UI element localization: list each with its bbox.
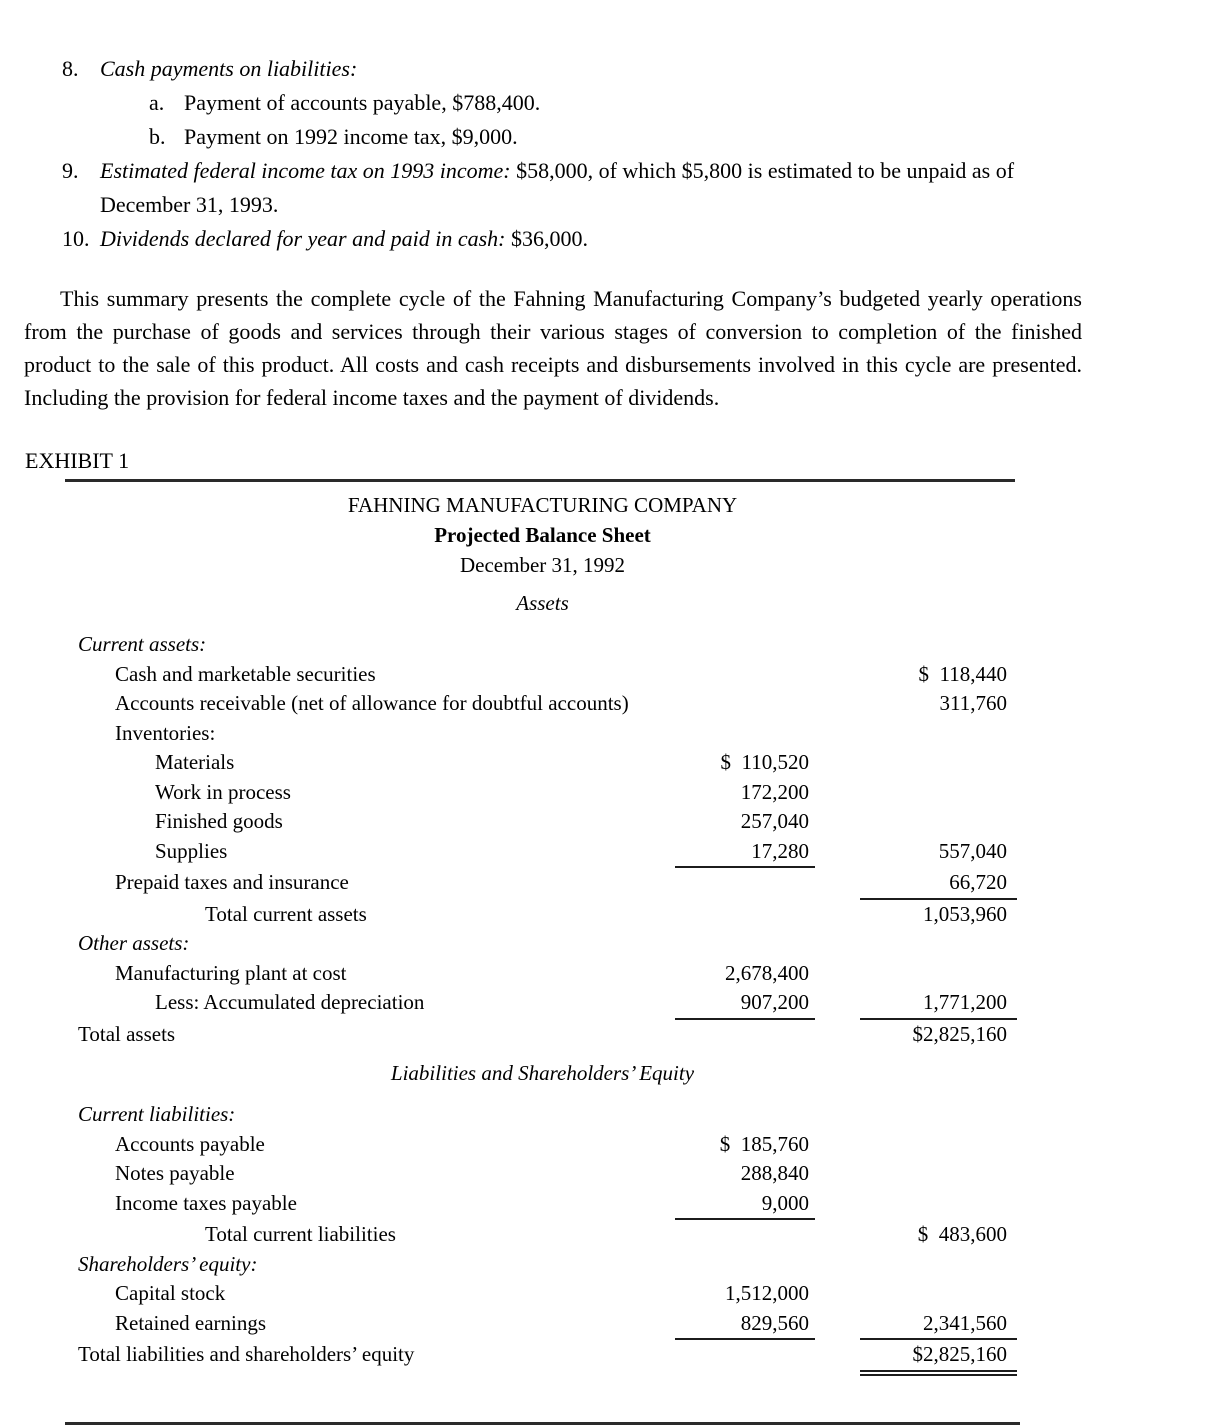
list-subitem-text: Payment on 1992 income tax, $9,000. bbox=[184, 124, 518, 149]
balance-sheet-row bbox=[0, 837, 1017, 869]
statement-date: December 31, 1992 bbox=[459, 553, 626, 577]
list-item-rest: $58,000, of which $5,800 is estimated to be unpaid as of December 31, 1993. bbox=[100, 158, 1015, 217]
balance-sheet-row bbox=[0, 719, 1017, 749]
balance-sheet-row bbox=[0, 1279, 1017, 1309]
company-name: FAHNING MANUFACTURING COMPANY bbox=[347, 493, 738, 517]
amount-middle-column: 9,000 bbox=[675, 1189, 815, 1221]
list-item bbox=[62, 222, 1082, 256]
list-item-text bbox=[100, 222, 1082, 256]
balance-sheet-row bbox=[0, 630, 1017, 660]
amount-middle-column: 829,560 bbox=[675, 1309, 815, 1341]
amount-right-column: 557,040 bbox=[938, 838, 1007, 863]
amount-middle-column: 1,512,000 bbox=[725, 1281, 809, 1305]
row-label: Accounts payable bbox=[115, 1131, 265, 1156]
balance-sheet-row bbox=[0, 1130, 1017, 1160]
numbered-notes-list bbox=[62, 52, 1082, 256]
liabilities-section-heading: Liabilities and Shareholders’ Equity bbox=[390, 1061, 695, 1085]
list-item-lead: Estimated federal income tax on 1993 income: bbox=[100, 158, 511, 183]
liabilities-table bbox=[0, 1100, 1220, 1376]
amount-right-column: 1,771,200 bbox=[860, 988, 1017, 1020]
assets-table bbox=[0, 630, 1220, 1049]
row-label: Total current assets bbox=[205, 901, 367, 926]
row-label: Work in process bbox=[155, 779, 291, 804]
row-label: Inventories: bbox=[115, 720, 216, 745]
row-label: Current liabilities: bbox=[78, 1102, 236, 1126]
amount-right-column: $ 118,440 bbox=[918, 661, 1007, 686]
list-item-number: 8. bbox=[62, 56, 79, 81]
row-label: Total current liabilities bbox=[205, 1222, 396, 1246]
row-label: Income taxes payable bbox=[115, 1190, 297, 1215]
exhibit-1 bbox=[0, 448, 1220, 1425]
amount-middle-column: $ 110,520 bbox=[720, 750, 809, 774]
amount-right-column: 1,053,960 bbox=[923, 901, 1007, 926]
balance-sheet-row bbox=[0, 660, 1017, 690]
row-label: Notes payable bbox=[115, 1161, 235, 1185]
statement-title: Projected Balance Sheet bbox=[434, 523, 651, 547]
row-label: Supplies bbox=[155, 838, 228, 863]
amount-right-column: $ 483,600 bbox=[917, 1222, 1007, 1246]
balance-sheet-row bbox=[0, 900, 1017, 930]
exhibit-top-rule bbox=[65, 479, 1015, 482]
amount-right-column: $2,825,160 bbox=[912, 1021, 1007, 1046]
balance-sheet-row bbox=[0, 988, 1017, 1020]
list-subitem-letter: a. bbox=[149, 90, 165, 115]
list-item-number: 9. bbox=[62, 158, 79, 183]
balance-sheet-row bbox=[0, 1250, 1017, 1280]
list-item bbox=[62, 154, 1082, 222]
row-label: Total liabilities and shareholders’ equity bbox=[78, 1342, 415, 1366]
row-label: Finished goods bbox=[155, 809, 283, 833]
list-item-text bbox=[100, 154, 1082, 222]
balance-sheet-row bbox=[0, 1309, 1017, 1341]
row-label: Prepaid taxes and insurance bbox=[115, 870, 349, 894]
amount-middle-column: 288,840 bbox=[740, 1161, 809, 1185]
amount-middle-column: 172,200 bbox=[740, 779, 809, 804]
list-item-text bbox=[100, 52, 1082, 86]
balance-sheet-row bbox=[0, 748, 1017, 778]
list-item-lead: Dividends declared for year and paid in cash: bbox=[100, 226, 506, 251]
list-item-lead: Cash payments on liabilities: bbox=[100, 56, 358, 81]
balance-sheet-row bbox=[0, 689, 1017, 719]
amount-middle-column: 257,040 bbox=[740, 809, 809, 833]
balance-sheet-row bbox=[0, 807, 1017, 837]
balance-sheet-row bbox=[0, 1159, 1017, 1189]
row-label: Shareholders’ equity: bbox=[78, 1251, 258, 1276]
row-label: Manufacturing plant at cost bbox=[115, 960, 347, 985]
balance-sheet-row bbox=[0, 959, 1017, 989]
list-subitem bbox=[149, 120, 1082, 154]
row-label: Cash and marketable securities bbox=[115, 661, 376, 686]
balance-sheet-row bbox=[0, 1220, 1017, 1250]
row-label: Total assets bbox=[78, 1021, 176, 1046]
balance-sheet-row bbox=[0, 1340, 1017, 1376]
amount-right-column: 66,720 bbox=[860, 868, 1017, 900]
balance-sheet-row bbox=[0, 1189, 1017, 1221]
summary-paragraph: This summary presents the complete cycle of the Fahning Manufacturing Company’s budgeted yearly operations from the purchase of goods and services through their various stages of conversion to completion of the finished product to the sale of this product. All costs and cash receipts and disbursements involved in this cycle are presented. Including the provision for federal income taxes and the payment of dividends. bbox=[24, 286, 1082, 410]
amount-middle-column: 17,280 bbox=[675, 837, 815, 869]
exhibit-bottom-rule bbox=[65, 1422, 1020, 1425]
amount-middle-column: 2,678,400 bbox=[725, 960, 809, 985]
list-item bbox=[62, 52, 1082, 86]
row-label: Materials bbox=[155, 750, 235, 774]
balance-sheet-row bbox=[0, 778, 1017, 808]
list-subitem-text: Payment of accounts payable, $788,400. bbox=[184, 90, 541, 115]
list-item-rest: $36,000. bbox=[505, 226, 588, 251]
balance-sheet-row bbox=[0, 868, 1017, 900]
balance-sheet-row bbox=[0, 929, 1017, 959]
list-subitem bbox=[149, 86, 1082, 120]
list-subitem-letter: b. bbox=[149, 124, 166, 149]
balance-sheet-row bbox=[0, 1020, 1017, 1050]
amount-right-column: $2,825,160 bbox=[860, 1340, 1017, 1376]
row-label: Capital stock bbox=[115, 1281, 226, 1305]
amount-middle-column: 907,200 bbox=[675, 988, 815, 1020]
row-label: Current assets: bbox=[78, 632, 207, 656]
assets-section-heading: Assets bbox=[516, 591, 569, 615]
row-label: Less: Accumulated depreciation bbox=[155, 990, 425, 1014]
row-label: Accounts receivable (net of allowance for doubtful accounts) bbox=[115, 691, 629, 715]
amount-middle-column: $ 185,760 bbox=[719, 1131, 809, 1156]
amount-right-column: 2,341,560 bbox=[860, 1309, 1017, 1341]
row-label: Other assets: bbox=[78, 931, 190, 955]
list-item-number: 10. bbox=[62, 226, 90, 251]
exhibit-label: EXHIBIT 1 bbox=[25, 448, 130, 473]
row-label: Retained earnings bbox=[115, 1310, 267, 1335]
balance-sheet-row bbox=[0, 1100, 1017, 1130]
amount-right-column: 311,760 bbox=[939, 691, 1007, 715]
